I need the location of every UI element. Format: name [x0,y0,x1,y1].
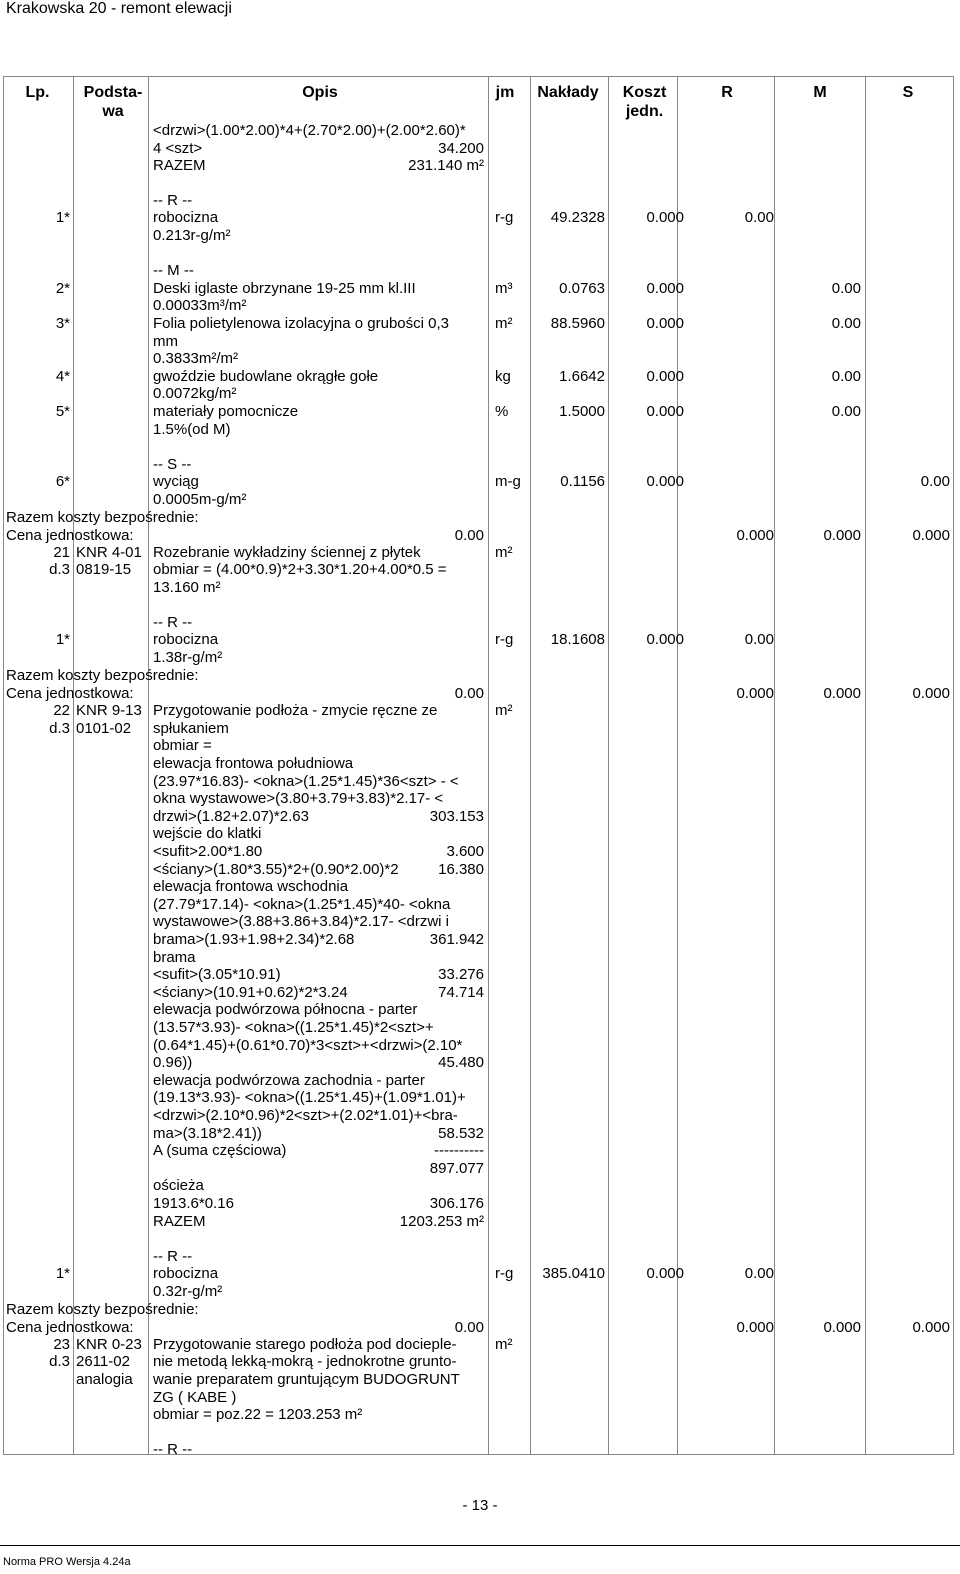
summary-s: 0.000 [912,1319,950,1336]
item-basis: 2611-02 [76,1353,130,1370]
resource-m: 0.00 [831,368,861,385]
item-description: Rozebranie wykładziny ściennej z płytek [153,544,421,561]
item-value: 74.714 [438,984,484,1001]
item-value: 1203.253 m² [399,1213,484,1230]
resource-amount: 0.1156 [560,473,605,490]
item-value: 361.942 [429,931,484,948]
item-description: mm [153,333,178,350]
col-border-podstawa [148,76,149,1454]
item-lp: 1* [55,631,70,648]
item-description: obmiar = [153,737,212,754]
col-border-left [3,76,4,1454]
item-description: -- R -- [153,1248,193,1265]
summary-r: 0.000 [736,527,774,544]
document-title: Krakowska 20 - remont elewacji [6,0,232,17]
summary-r: 0.000 [736,685,774,702]
summary-m: 0.000 [823,527,861,544]
header-r: R [721,84,733,101]
resource-unit: m² [495,544,513,561]
header-podstawa [78,83,148,121]
item-value: 34.200 [438,140,484,157]
item-description: 0.32r-g/m² [153,1283,223,1300]
item-description: brama>(1.93+1.98+2.34)*2.68 [153,931,355,948]
summary-unit-price: 0.00 [454,1319,484,1336]
item-description: <ściany>(10.91+0.62)*2*3.24 [153,984,348,1001]
resource-unit-cost: 0.000 [646,473,684,490]
item-description: Przygotowanie starego podłoża pod docieple- [153,1336,457,1353]
summary-unit-price-label: Cena jednostkowa: [6,527,134,544]
resource-unit: kg [495,368,511,385]
resource-unit: m-g [495,473,521,490]
footer-software: Norma PRO Wersja 4.24a [3,1556,131,1568]
item-description: (27.79*17.14)- <okna>(1.25*1.45)*40- <okna [153,896,451,913]
item-description: <drzwi>(1.00*2.00)*4+(2.70*2.00)+(2.00*2.60)* [153,122,466,139]
item-description: -- R -- [153,614,193,631]
resource-amount: 385.0410 [542,1265,605,1282]
item-basis: KNR 4-01 [76,544,142,561]
resource-unit: m² [495,702,513,719]
item-lp: 21 [53,544,70,561]
resource-r: 0.00 [744,209,774,226]
header-jm: jm [495,84,515,101]
item-description: obmiar = (4.00*0.9)*2+3.30*1.20+4.00*0.5 = [153,561,447,578]
page-number: - 13 - [462,1497,498,1514]
summary-direct-costs-label: Razem koszty bezpośrednie: [6,667,199,684]
item-value: 16.380 [438,861,484,878]
item-description: robocizna [153,1265,219,1282]
header-koszt [612,83,677,121]
resource-s: 0.00 [920,473,950,490]
item-basis: analogia [76,1371,133,1388]
item-description: elewacja podwórzowa zachodnia - parter [153,1072,425,1089]
item-value: 897.077 [429,1160,484,1177]
item-description: (19.13*3.93)- <okna>((1.25*1.45)+(1.09*1.01)+ [153,1089,466,1106]
item-description: RAZEM [153,157,206,174]
item-description: 0.213r-g/m² [153,227,231,244]
resource-unit-cost: 0.000 [646,209,684,226]
summary-m: 0.000 [823,1319,861,1336]
col-border-naklady [608,76,609,1454]
resource-amount: 1.5000 [559,403,605,420]
resource-m: 0.00 [831,315,861,332]
item-description: wejście do klatki [153,825,262,842]
item-description: -- M -- [153,262,194,279]
item-description: Przygotowanie podłoża - zmycie ręczne ze [153,702,438,719]
resource-r: 0.00 [744,631,774,648]
item-lp: 1* [55,209,70,226]
item-basis: KNR 9-13 [76,702,142,719]
summary-unit-price: 0.00 [454,685,484,702]
resource-unit: r-g [495,1265,514,1282]
header-podstawa-line1: Podsta- [83,84,143,101]
item-description: brama [153,949,196,966]
item-basis: KNR 0-23 [76,1336,142,1353]
item-description: 0.00033m³/m² [153,297,247,314]
item-description: (0.64*1.45)+(0.61*0.70)*3<szt>+<drzwi>(2.10* [153,1037,463,1054]
summary-unit-price-label: Cena jednostkowa: [6,685,134,702]
item-description: 0.3833m²/m² [153,350,239,367]
item-description: 0.96)) [153,1054,193,1071]
summary-r: 0.000 [736,1319,774,1336]
item-description: nie metodą lekką-mokrą - jednokrotne grunto- [153,1353,457,1370]
item-description: 1.38r-g/m² [153,649,223,666]
item-lp: 2* [55,280,70,297]
resource-amount: 49.2328 [550,209,605,226]
item-description: 4 <szt> [153,140,203,157]
item-lp: 5* [55,403,70,420]
resource-unit-cost: 0.000 [646,315,684,332]
item-basis: 0101-02 [76,720,132,737]
col-border-right [953,76,954,1454]
resource-unit: m² [495,1336,513,1353]
header-podstawa-line2: wa [102,103,124,120]
summary-unit-price: 0.00 [454,527,484,544]
summary-m: 0.000 [823,685,861,702]
resource-unit-cost: 0.000 [646,403,684,420]
item-lp: 1* [55,1265,70,1282]
item-lp: 22 [53,702,70,719]
item-lp: 6* [55,473,70,490]
item-description: Folia polietylenowa izolacyjna o grubości 0,3 [153,315,450,332]
item-description: Deski iglaste obrzynane 19-25 mm kl.III [153,280,416,297]
resource-unit: m² [495,315,513,332]
item-value: 231.140 m² [408,157,484,174]
table-top-border [3,76,954,77]
resource-unit-cost: 0.000 [646,368,684,385]
item-description: drzwi>(1.82+2.07)*2.63 [153,808,309,825]
item-description: obmiar = poz.22 = 1203.253 m² [153,1406,363,1423]
resource-amount: 1.6642 [559,368,605,385]
col-border-m [865,76,866,1454]
resource-r: 0.00 [744,1265,774,1282]
item-description: gwoździe budowlane okrągłe gołe [153,368,379,385]
item-lp: d.3 [49,720,70,737]
header-koszt-line1: Koszt [622,84,667,101]
item-description: elewacja frontowa wschodnia [153,878,349,895]
item-value: 45.480 [438,1054,484,1071]
item-description: wystawowe>(3.88+3.86+3.84)*2.17- <drzwi i [153,913,450,930]
item-lp: d.3 [49,561,70,578]
item-value: ---------- [434,1142,484,1159]
summary-direct-costs-label: Razem koszty bezpośrednie: [6,509,199,526]
item-description: 1913.6*0.16 [153,1195,234,1212]
resource-unit: % [495,403,509,420]
item-value: 306.176 [429,1195,484,1212]
item-description: -- S -- [153,456,192,473]
resource-unit: m³ [495,280,513,297]
header-lp: Lp. [25,84,50,101]
item-value: 58.532 [438,1125,484,1142]
resource-amount: 18.1608 [550,631,605,648]
item-description: A (suma częściowa) [153,1142,287,1159]
summary-s: 0.000 [912,685,950,702]
table-bottom-border [3,1454,954,1455]
item-description: elewacja frontowa południowa [153,755,354,772]
item-description: ZG ( KABE ) [153,1389,237,1406]
item-lp: 4* [55,368,70,385]
header-s: S [902,84,914,101]
item-description: ma>(3.18*2.41)) [153,1125,262,1142]
item-description: materiały pomocnicze [153,403,299,420]
item-description: <ściany>(1.80*3.55)*2+(0.90*2.00)*2 [153,861,399,878]
item-description: -- R -- [153,1441,193,1458]
header-m: M [813,84,827,101]
item-value: 303.153 [429,808,484,825]
item-description: 13.160 m² [153,579,221,596]
item-description: wanie preparatem gruntującym BUDOGRUNT [153,1371,460,1388]
item-description: (13.57*3.93)- <okna>((1.25*1.45)*2<szt>+ [153,1019,434,1036]
resource-unit: r-g [495,209,514,226]
resource-unit-cost: 0.000 [646,280,684,297]
item-description: <sufit>(3.05*10.91) [153,966,281,983]
header-naklady: Nakłady [537,84,599,101]
item-description: okna wystawowe>(3.80+3.79+3.83)*2.17- < [153,790,444,807]
resource-unit-cost: 0.000 [646,631,684,648]
item-basis: 0819-15 [76,561,132,578]
item-lp: 23 [53,1336,70,1353]
resource-amount: 0.0763 [559,280,605,297]
item-description: 0.0072kg/m² [153,385,237,402]
item-description: robocizna [153,209,219,226]
item-description: 1.5%(od M) [153,421,231,438]
col-border-lp [73,76,74,1454]
summary-direct-costs-label: Razem koszty bezpośrednie: [6,1301,199,1318]
summary-s: 0.000 [912,527,950,544]
item-description: <sufit>2.00*1.80 [153,843,263,860]
resource-unit: r-g [495,631,514,648]
item-lp: d.3 [49,1353,70,1370]
header-opis: Opis [302,84,338,101]
item-description: wyciąg [153,473,199,490]
item-lp: 3* [55,315,70,332]
resource-m: 0.00 [831,280,861,297]
resource-amount: 88.5960 [550,315,605,332]
item-value: 33.276 [438,966,484,983]
header-koszt-line2: jedn. [625,103,664,120]
footer-divider [0,1545,960,1546]
item-description: ościeża [153,1177,204,1194]
item-description: RAZEM [153,1213,206,1230]
resource-unit-cost: 0.000 [646,1265,684,1282]
item-value: 3.600 [446,843,484,860]
item-description: elewacja podwórzowa północna - parter [153,1001,418,1018]
summary-unit-price-label: Cena jednostkowa: [6,1319,134,1336]
item-description: spłukaniem [153,720,229,737]
item-description: robocizna [153,631,219,648]
item-description: -- R -- [153,192,193,209]
item-description: <drzwi>(2.10*0.96)*2<szt>+(2.02*1.01)+<bra- [153,1107,458,1124]
resource-m: 0.00 [831,403,861,420]
item-description: (23.97*16.83)- <okna>(1.25*1.45)*36<szt> - < [153,773,459,790]
col-border-opis [488,76,489,1454]
item-description: 0.0005m-g/m² [153,491,247,508]
